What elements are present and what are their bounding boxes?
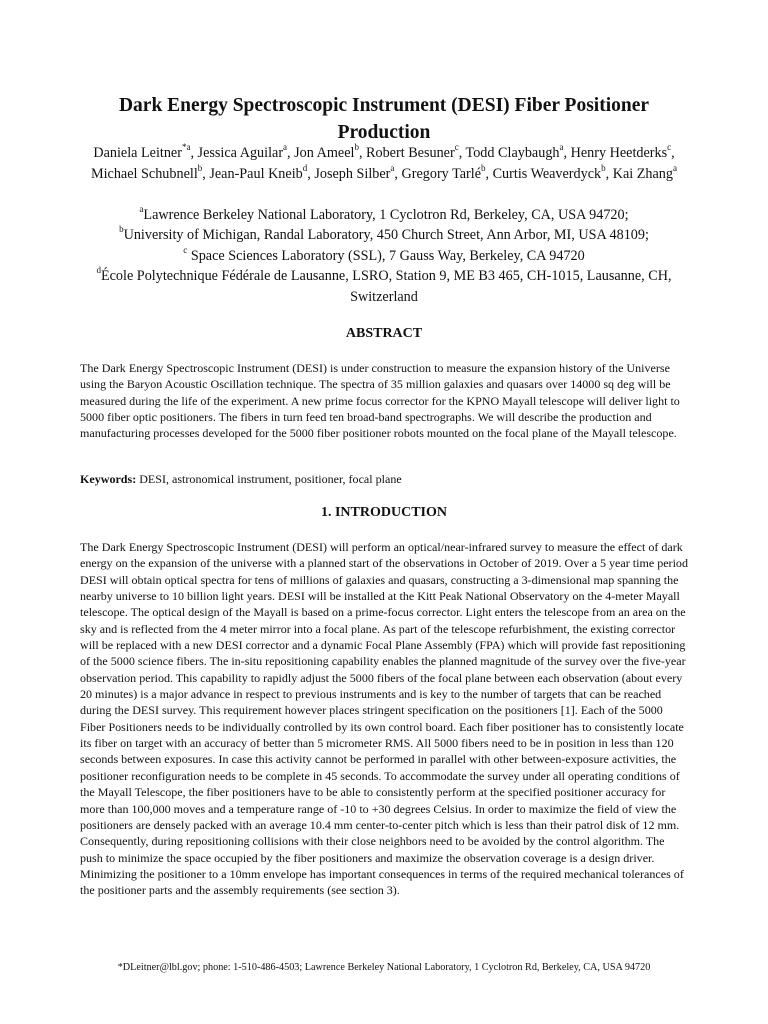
introduction-text: The Dark Energy Spectroscopic Instrument (DESI) will perform an optical/near-infrared survey to measure the effect of dark energy on the expansion of the universe with a planned start of the observations in October of 2019. Over a 5 year time period DESI will obtain optical spectra for tens of millions of galaxies and quasars, constructing a 3-dimensional map spanning the nearby universe to 10 billion light years. DESI will be installed at the Kitt Peak National Observatory on the 4-meter Mayall telescope. The optical design of the Mayall is based on a prime-focus corrector. Light enters the telescope from an area on the sky and is reflected from the 4 meter mirror into a focal plane. As part of the telescope refurbishment, the existing corrector will be replaced with a new DESI corrector and a dynamic Focal Plane Assembly (FPA) which will provide fast repositioning of the 5000 science fibers. The in-situ repositioning capability enables the planned magnitude of the survey over the five-year observation period. This capability to rapidly adjust the 5000 fibers of the focal plane between each observation (about every 20 minutes) is a major advance in respect to previous instruments and is key to the number of targets that can be reached during the DESI survey. This requirement however places stringent specification on the positioners [1]. Each of the 5000 Fiber Positioners needs to be individually controlled by its own control board. Each fiber positioner has to consistently locate its fiber on target with an accuracy of better than 5 micrometer RMS. All 5000 fibers need to be in position in less than 120 seconds between exposures. In case this activity cannot be performed in parallel with other between-exposure activities, the positioner reconfiguration needs to be complete in 45 seconds. To accommodate the survey under all operating conditions of the Mayall Telescope, the fiber positioners have to be able to consistently perform at the specified positioner accuracy for more than 100,000 moves and a temperature range of -10 to +30 degrees Celsius. In order to maximize the field of view the positioners are densely packed with an average 10.4 mm center-to-center pitch which is less than their patrol disk of 12 mm. Consequently, during repositioning collisions with their close neighbors need to be avoided by the control algorithm. The push to minimize the space occupied by the fiber positioners and maximize the observation coverage is a design driver. Minimizing the positioner to a 10mm envelope has important consequences in terms of the required mechanical tolerances of the positioner parts and the assembly requirements (see section 3). bbox=[80, 540, 688, 898]
author: Curtis Weaverdyck$^b$ bbox=[492, 162, 606, 182]
abstract-heading: ABSTRACT bbox=[345, 326, 423, 341]
author: Michael Schubnell$^b$ bbox=[90, 162, 203, 182]
section-heading-introduction: 1. INTRODUCTION bbox=[320, 505, 447, 520]
abstract-text: The Dark Energy Spectroscopic Instrument (DESI) is under construction to measure the expansion history of the Universe using the Baryon Acoustic Oscillation technique. The spectra of 35 million galaxies and quasars over 14000 sq deg will be measured during the life of the experiment. A new prime focus corrector for the KPNO Mayall telescope will deliver light to 5000 fiber optic positioners. The fibers in turn feed ten broad-band spectrographs. We will describe the production and manufacturing processes developed for the 5000 fiber positioner robots mounted on the focal plane of the Mayall telescope. bbox=[80, 361, 680, 441]
affiliation-c: $^c$ Space Sciences Laboratory (SSL), 7 Gauss Way, Berkeley, CA 94720 bbox=[183, 245, 585, 264]
author: Kai Zhang$^a$ bbox=[612, 162, 677, 182]
keywords-text: DESI, astronomical instrument, positioner, focal plane bbox=[136, 472, 402, 486]
author: Gregory Tarlé$^b$ bbox=[401, 162, 486, 182]
author: Jessica Aguilar$^a$ bbox=[197, 142, 288, 161]
author: Jon Ameel$^b$ bbox=[294, 142, 359, 161]
author: Joseph Silber$^a$ bbox=[314, 162, 395, 182]
keywords-label: Keywords: bbox=[80, 472, 137, 486]
affiliation-d: $^d$École Polytechnique Fédérale de Lausanne, LSRO, Station 9, ME B3 465, CH-1015, Lausanne, CH, Switzerland bbox=[96, 265, 672, 305]
author-list: Daniela Leitner$^{*a}$, Jessica Aguilar$^a$, Jon Ameel$^b$, Robert Besuner$^c$, Todd Claybaugh$^a$, Henry Heetderks$^c$, Michael Schubnell$^b$, Jean-Paul Kneib$^d$, Joseph Silber$^a$, Gregory Tarlé$^b$, Curtis Weaverdyck$^b$, Kai Zhang$^a$ bbox=[90, 142, 677, 182]
author: Robert Besuner$^c$ bbox=[366, 142, 459, 161]
keywords bbox=[80, 471, 688, 487]
author: Daniela Leitner$^{*a}$ bbox=[93, 142, 191, 161]
author: Jean-Paul Kneib$^d$ bbox=[209, 162, 308, 182]
affiliation-a: $^a$Lawrence Berkeley National Laboratory, 1 Cyclotron Rd, Berkeley, CA, USA 94720; bbox=[139, 204, 629, 223]
author: Henry Heetderks$^c$ bbox=[570, 142, 672, 161]
footnote: *DLeitner@lbl.gov; phone: 1-510-486-4503; Lawrence Berkeley National Laboratory, 1 Cyclotron Rd, Berkeley, CA, USA 94720 bbox=[117, 962, 651, 973]
paper-title: Dark Energy Spectroscopic Instrument (DESI) Fiber Positioner Production bbox=[118, 95, 650, 143]
author: Todd Claybaugh$^a$ bbox=[465, 142, 564, 161]
affiliation-b: $^b$University of Michigan, Randal Laboratory, 450 Church Street, Ann Arbor, MI, USA 48109; bbox=[119, 224, 649, 243]
